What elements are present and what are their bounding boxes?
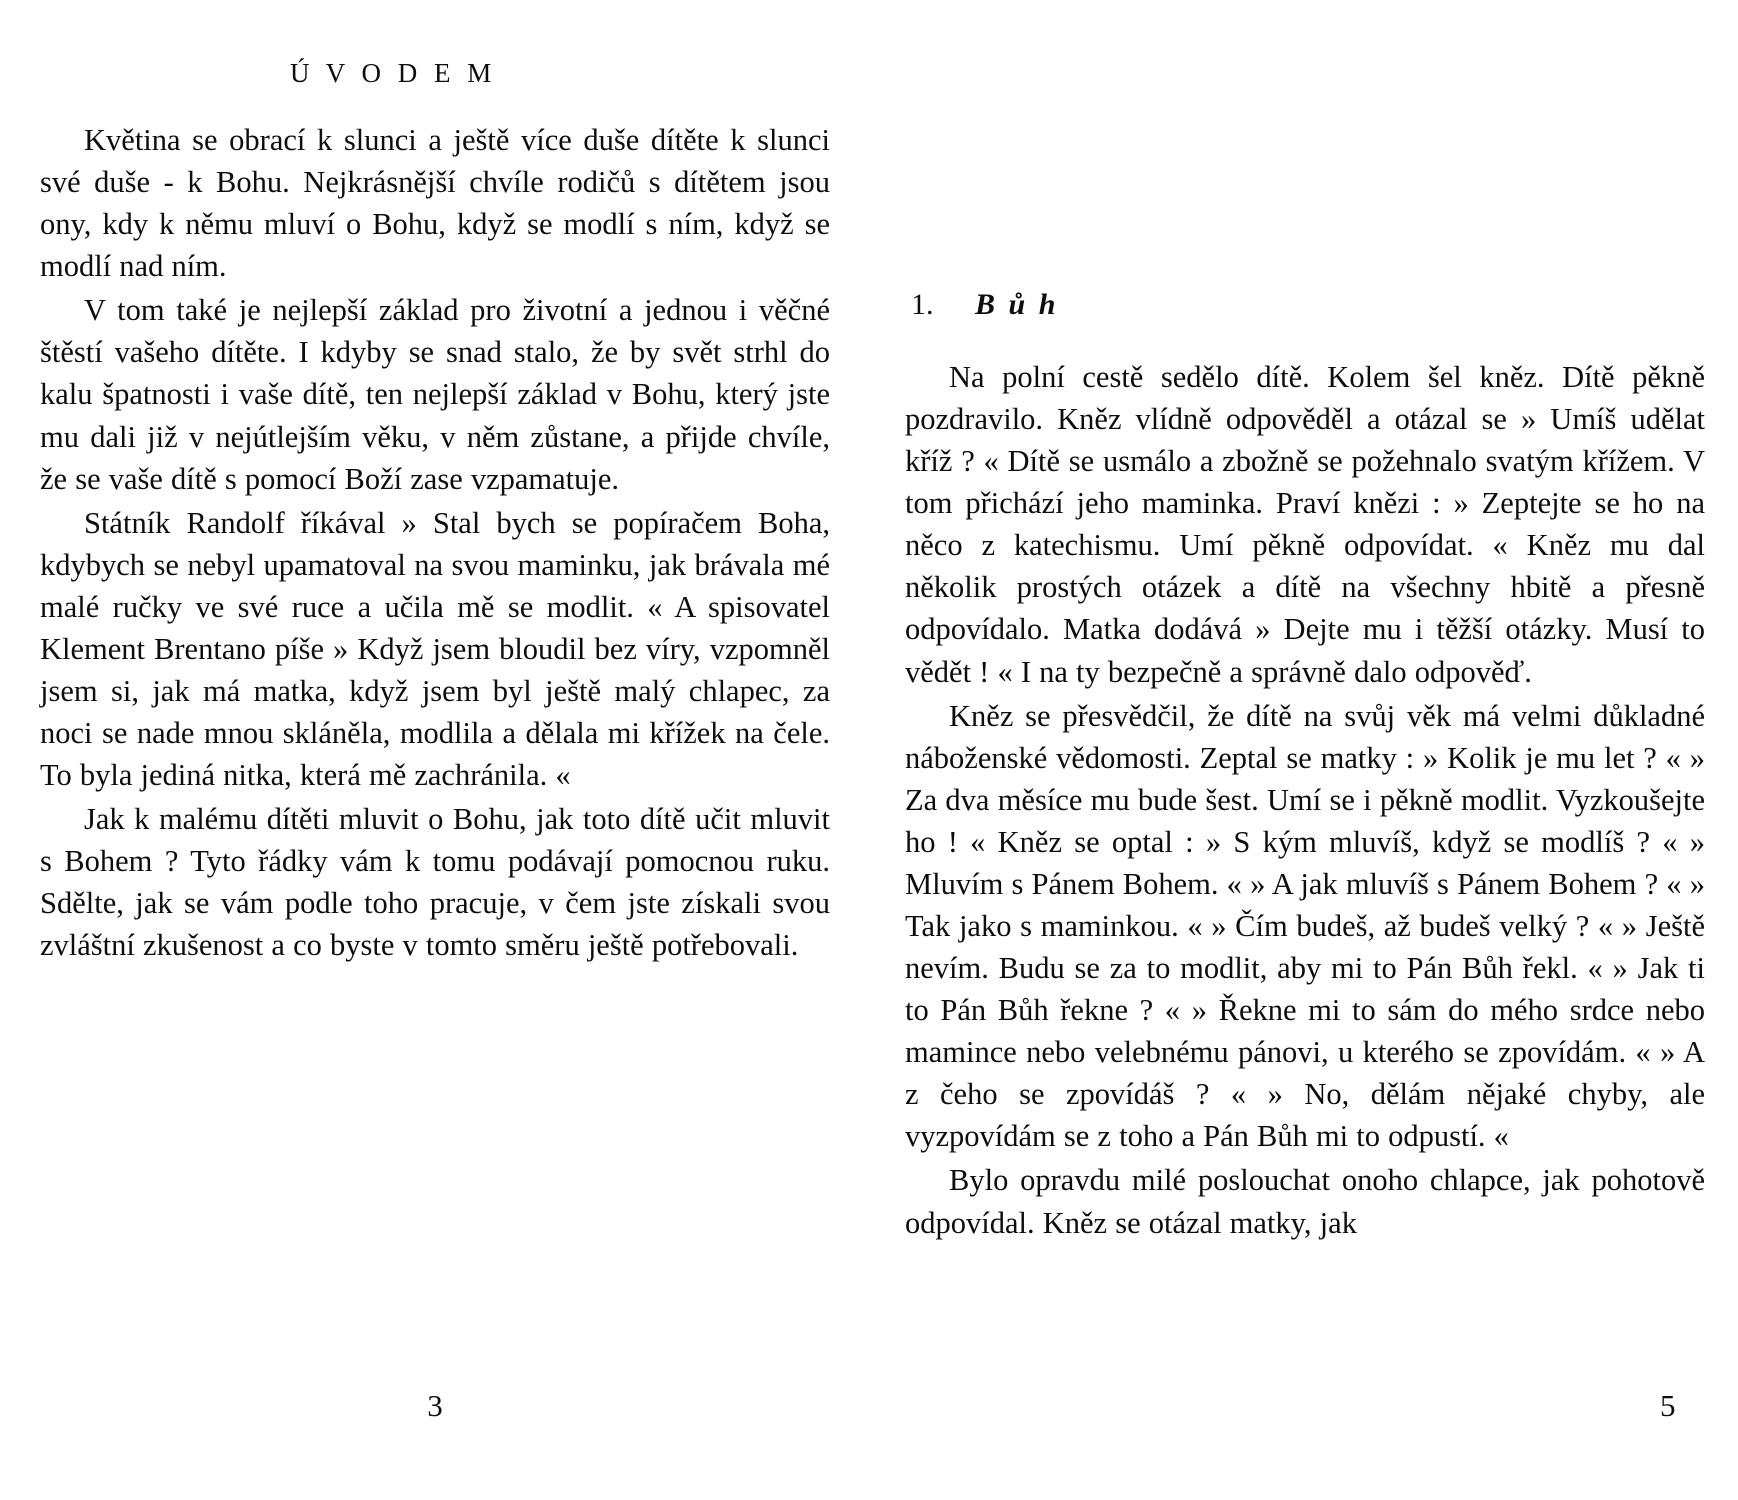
chapter-title: B ů h <box>975 288 1059 321</box>
paragraph: Bylo opravdu milé poslouchat onoho chlapce, jak pohotově odpovídal. Kněz se otázal matky, jak <box>905 1163 1705 1240</box>
section-heading: Ú V O D E M <box>290 58 497 88</box>
right-text-column <box>905 40 1705 1246</box>
page-number-right: 5 <box>1660 1388 1676 1423</box>
paragraph: Jak k malému dítěti mluvit o Bohu, jak toto dítě učit mluvit s Bohem ? Tyto řádky vám k tomu podávají pomocnou ruku. Sdělte, jak se vám podle toho pracuje, v čem jste získali svou zvláštní zkušenost a co byste v tomto směru ještě potřebovali. <box>40 802 830 963</box>
left-text-column <box>40 40 830 969</box>
paragraph: Na polní cestě sedělo dítě. Kolem šel kněz. Dítě pěkně pozdravilo. Kněz vlídně odpověděl a otázal se » Umíš udělat kříž ? « Dítě se usmálo a zbožně se požehnalo svatým křížem. V tom přichází jeho maminka. Praví knězi : » Zeptejte se ho na něco z katechismu. Umí pěkně odpovídat. « Kněz mu dal několik prostých otázek a dítě na všechny hbitě a přesně odpovídalo. Matka dodává » Dejte mu i těžší otázky. Musí to vědět ! « I na ty bezpečně a správně dalo odpověď. <box>905 360 1705 689</box>
paragraph: V tom také je nejlepší základ pro životní a jednou i věčné štěstí vašeho dítěte. I kdyby se snad stalo, že by svět strhl do kalu špatnosti i vaše dítě, ten nejlepší základ v Bohu, který jste mu dali již v nejútlejším věku, v něm zůstane, a přijde chvíle, že se vaše dítě s pomocí Boží zase vzpamatuje. <box>40 293 830 496</box>
page-number-left: 3 <box>427 1388 443 1423</box>
chapter-number: 1. <box>911 288 934 321</box>
chapter-heading <box>905 288 1705 322</box>
paragraph: Státník Randolf říkával » Stal bych se popíračem Boha, kdybych se nebyl upamatoval na svou maminku, jak brávala mé malé ručky ve své ruce a učila mě se modlit. « A spisovatel Klement Brentano píše » Když jsem bloudil bez víry, vzpomněl jsem si, jak má matka, když jsem byl ještě malý chlapec, za noci se nade mnou skláněla, modlila a dělala mi křížek na čele. To byla jediná nitka, která mě zachránila. « <box>40 505 830 793</box>
paragraph: Květina se obrací k slunci a ještě více duše dítěte k slunci své duše - k Bohu. Nejkrásnější chvíle rodičů s dítětem jsou ony, kdy k němu mluví o Bohu, když se modlí s ním, když se modlí nad ním. <box>40 123 830 284</box>
paragraph: Kněz se přesvědčil, že dítě na svůj věk má velmi důkladné náboženské vědomosti. Zeptal se matky : » Kolik je mu let ? « » Za dva měsíce mu bude šest. Umí se i pěkně modlit. Vyzkoušejte ho ! « Kněz se optal : » S kým mluvíš, když se modlíš ? « » Mluvím s Pánem Bohem. « » A jak mluvíš s Pánem Bohem ? « » Tak jako s maminkou. « » Čím budeš, až budeš velký ? « » Ještě nevím. Budu se za to modlit, aby mi to Pán Bůh řekl. « » Jak ti to Pán Bůh řekne ? « » Řekne mi to sám do mého srdce nebo mamince nebo velebnému pánovi, u kterého se zpovídám. « » A z čeho se zpovídáš ? « » No, dělám nějaké chyby, ale vyzpovídám se z toho a Pán Bůh mi to odpustí. « <box>905 698 1705 1154</box>
